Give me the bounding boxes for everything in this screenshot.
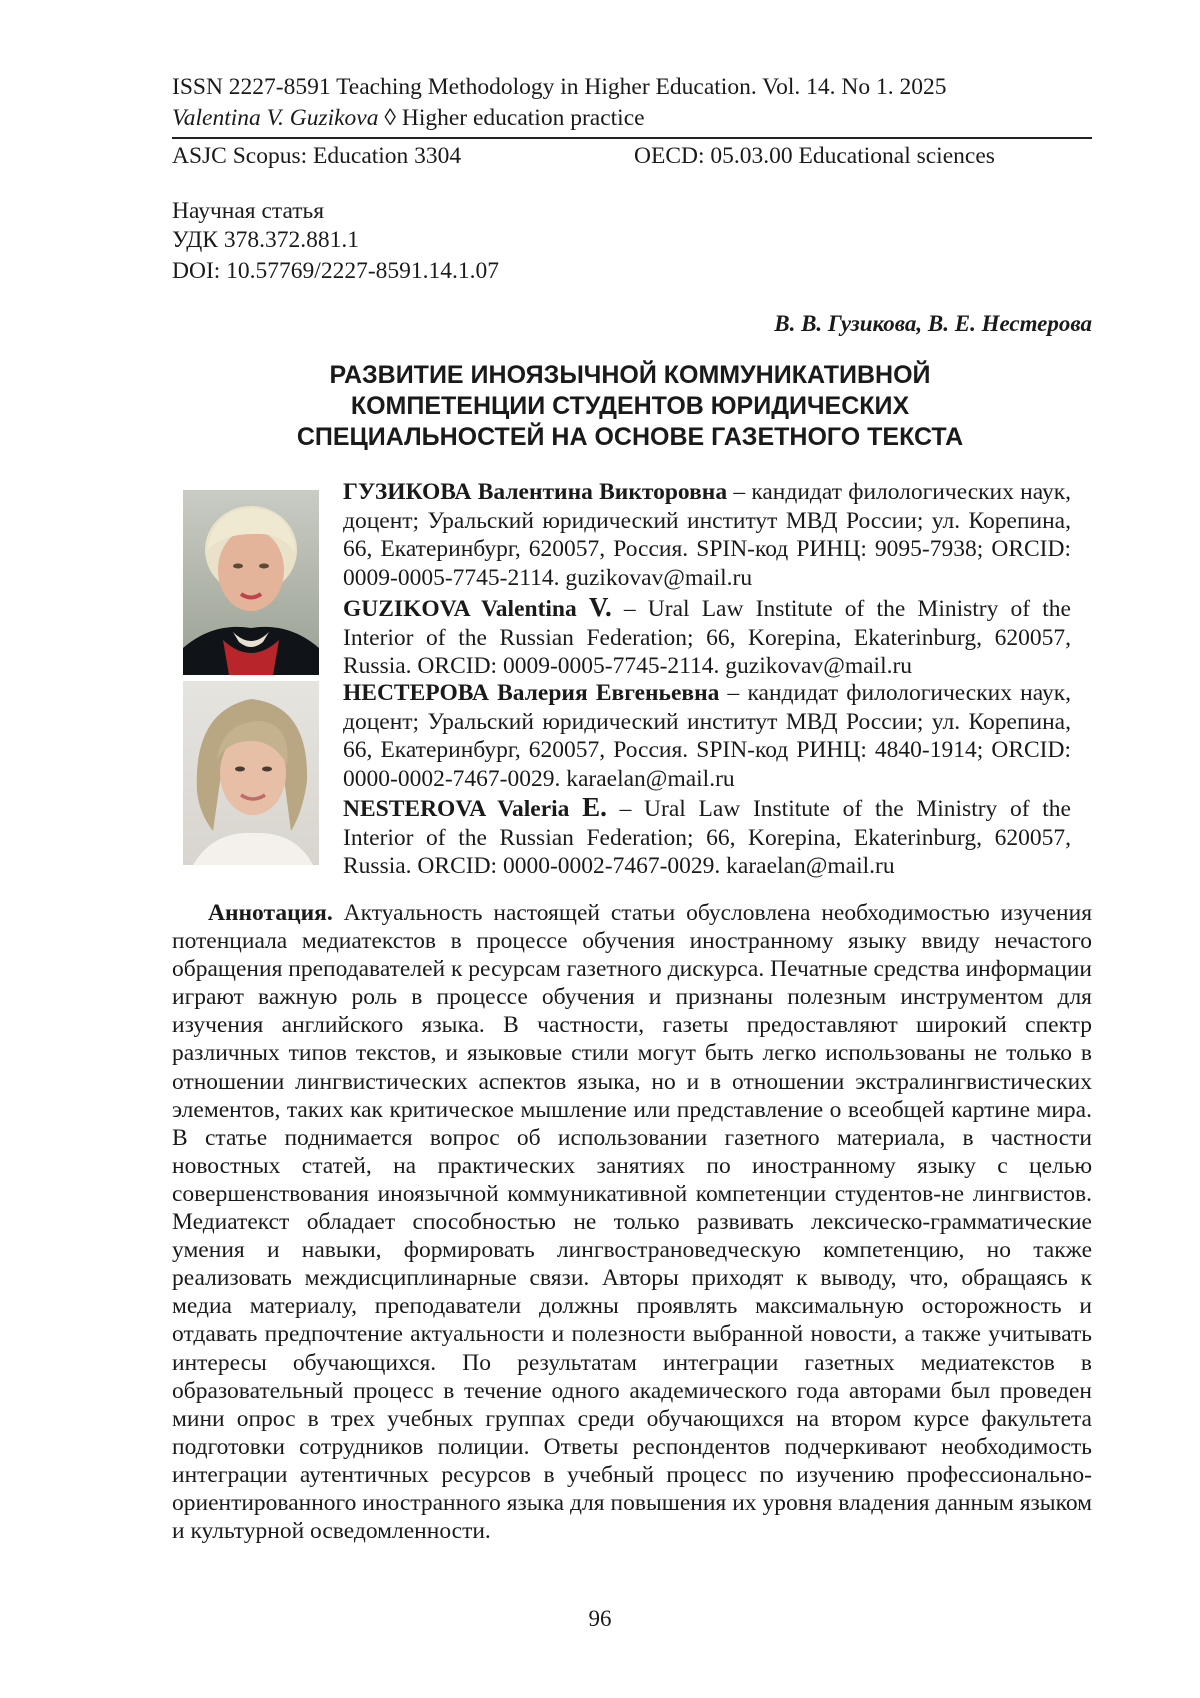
- author-details: – Ural Law Institute of the Ministry of the Interior of the Russian Federation; 66, Korepina, Ekaterinburg, 620057, Russia. ORCID: 0009-0005-7745-2114. guzikovav@mail.ru: [343, 596, 1071, 680]
- author-bio-ru-guzikova: [343, 478, 1071, 592]
- author-initial: V.: [588, 592, 612, 622]
- author-details: – кандидат филологических наук, доцент; Уральский юридический институт МВД России; ул. Корепина, 66, Екатеринбург, 620057, Россия. SPIN-код РИНЦ: 4840-1914; ORCID: 0000-0002-7467-0029. karaelan@mail.ru: [343, 680, 1071, 792]
- authors-short: В. В. Гузикова, В. Е. Нестерова: [774, 311, 1092, 336]
- asjc-scopus: ASJC Scopus: Education 3304: [172, 143, 462, 169]
- oecd-code: OECD: 05.03.00 Educational sciences: [634, 143, 995, 169]
- doi: DOI: 10.57769/2227-8591.14.1.07: [172, 258, 500, 284]
- title-line: КОМПЕТЕНЦИИ СТУДЕНТОВ ЮРИДИЧЕСКИХ: [350, 392, 910, 420]
- udk-code: УДК 378.372.881.1: [172, 227, 359, 253]
- portrait-illustration: [183, 681, 319, 865]
- title-line: РАЗВИТИЕ ИНОЯЗЫЧНОЙ КОММУНИКАТИВНОЙ: [329, 361, 931, 389]
- author-photo-guzikova: [183, 490, 319, 675]
- diamond-separator: ◊: [384, 105, 396, 131]
- page-number: 96: [588, 1606, 612, 1631]
- header-rule: [172, 137, 1092, 139]
- abstract-text: Актуальность настоящей статьи обусловлена необходимостью изучения потенциала медиатекстов в процессе обучения иностранному языку ввиду нечастого обращения преподавателей к ресурсам газетного дискурса. Печатные средства информации играют важную роль в процессе обучения и признаны полезным инструментом для изучения английского языка. В частности, газеты предоставляют широкий спектр различных типов текстов, и языковые стили могут быть легко использованы не только в отношении лингвистических аспектов языка, но и в отношении экстралингвистических элементов, таких как критическое мышление или представление о всеобщей картине мира. В статье поднимается вопрос об использовании газетного материала, в частности новостных статей, на практических занятиях по иностранному языку с целью совершенствования иноязычной коммуникативной компетенции студентов-не лингвистов. Медиатекст обладает способностью не только развивать лексическо-грамматические умения и навыки, формировать лингвострановедческую компетенцию, но также реализовать междисциплинарные связи. Авторы приходят к выводу, что, обращаясь к медиа материалу, преподаватели должны проявлять максимальную осторожность и отдавать предпочтение актуальности и полезности выбранной новости, а также учитывать интересы обучающихся. По результатам интеграции газетных медиатекстов в образовательный процесс в течение одного академического года авторами был проведен мини опрос в трех учебных группах среди обучающихся на втором курсе факультета подготовки сотрудников полиции. Ответы респондентов подчеркивают необходимость интеграции аутентичных ресурсов в учебный процесс по изучению профессионально-ориентированного иностранного языка для повышения их уровня владения данным языком и культурной осведомленности.: [172, 900, 1092, 1545]
- author-bio-ru-nesterova: [343, 679, 1071, 793]
- author-name: ГУЗИКОВА Валентина Викторовна: [343, 479, 728, 505]
- title-line: СПЕЦИАЛЬНОСТЕЙ НА ОСНОВЕ ГАЗЕТНОГО ТЕКСТА: [296, 423, 964, 451]
- journal-header-line: ISSN 2227-8591 Teaching Methodology in Higher Education. Vol. 14. No 1. 2025: [172, 74, 947, 100]
- author-bio-en-nesterova: [343, 793, 1071, 881]
- author-photo-nesterova: [183, 681, 319, 865]
- running-section: Higher education practice: [401, 105, 645, 131]
- author-details: – кандидат филологических наук, доцент; Уральский юридический институт МВД России; ул. Корепина, 66, Екатеринбург, 620057, Россия. SPIN-код РИНЦ: 9095-7938; ORCID: 0009-0005-7745-2114. guzikovav@mail.ru: [343, 479, 1071, 591]
- article-type: Научная статья: [172, 198, 325, 224]
- article-title: [200, 360, 1060, 453]
- abstract-label: Аннотация.: [208, 900, 333, 926]
- running-author: Valentina V. Guzikova: [172, 105, 379, 131]
- author-bio-en-guzikova: [343, 593, 1071, 681]
- author-name: NESTEROVA Valeria: [343, 796, 583, 822]
- portrait-illustration: [183, 490, 319, 675]
- author-initial: E.: [582, 792, 607, 822]
- author-details: – Ural Law Institute of the Ministry of the Interior of the Russian Federation; 66, Korepina, Ekaterinburg, 620057, Russia. ORCID: 0000-0002-7467-0029. karaelan@mail.ru: [343, 796, 1071, 880]
- running-header: [172, 103, 645, 133]
- author-name: GUZIKOVA Valentina: [343, 596, 589, 622]
- author-name: НЕСТЕРОВА Валерия Евгеньевна: [343, 680, 720, 706]
- abstract: [172, 899, 1092, 1545]
